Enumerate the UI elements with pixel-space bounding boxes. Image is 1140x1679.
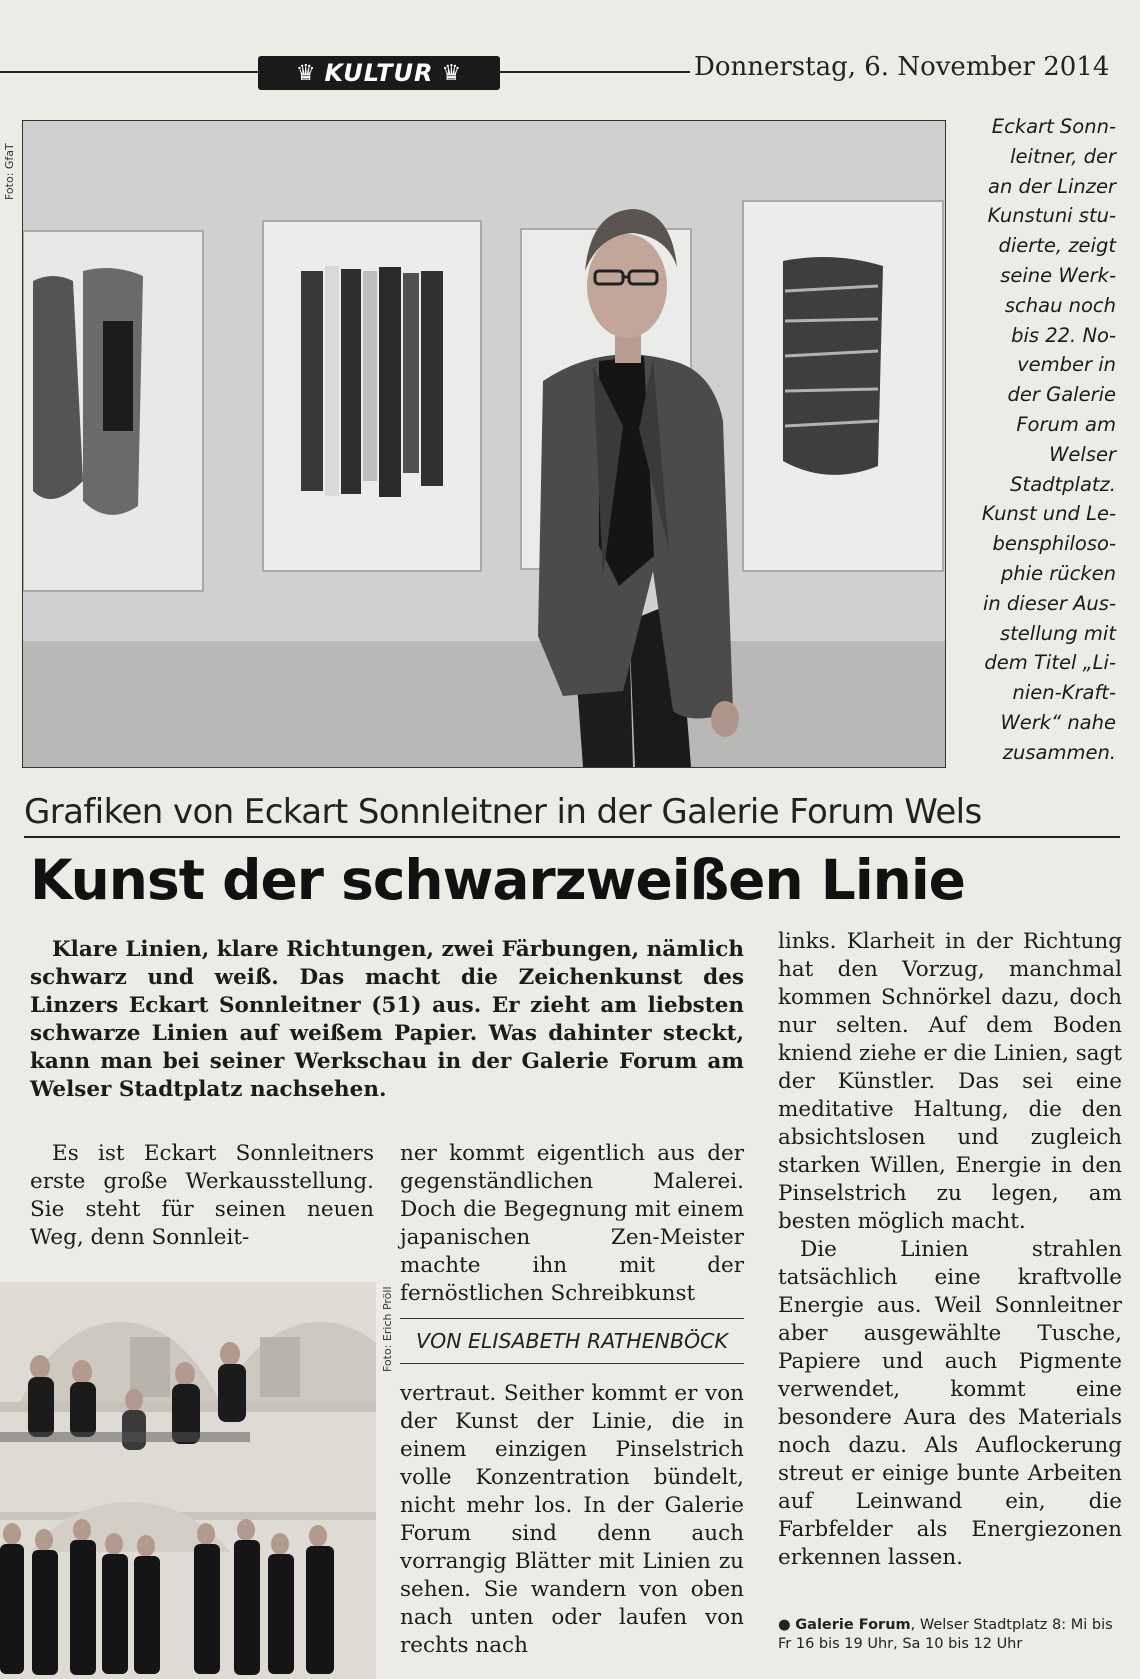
crown-icon-right: ♛: [441, 60, 463, 86]
headline: Kunst der schwarzweißen Linie: [30, 848, 965, 912]
bullet-icon: ●: [778, 1617, 791, 1633]
column-3-paragraph-2: Die Linien strahlen tatsächlich eine kraftvolle Energie aus. Weil Sonnleitner aber ausgewählte Tusche, Papiere und auch Pigmente verwendet, kommt eine besondere Aura des Materials noch dazu. Als Auflockerung streut er einige bunte Arbeiten auf Leinwand ein, die Farbfelder als Energiezonen erkennen lassen.: [778, 1237, 1122, 1570]
column-2-top-text: [400, 1140, 744, 1308]
byline: VON ELISABETH RATHENBÖCK: [400, 1318, 744, 1364]
group-photo-credit: Foto: Erich Pröll: [381, 1286, 394, 1372]
section-badge: [258, 56, 500, 90]
column-3-text: [778, 928, 1122, 1572]
crown-icon-left: ♛: [295, 60, 317, 86]
subheadline: Grafiken von Eckart Sonnleitner in der Galerie Forum Wels: [24, 792, 982, 832]
column-2-bottom-paragraph: vertraut. Seither kommt er von der Kunst der Linie, die in einem einzigen Pinselstrich volle Konzentration bündelt, nicht mehr los. In der Galerie Forum sind denn auch vorrangig Blätter mit Linien zu sehen. Sie wandern von oben nach unten oder laufen von rechts nach: [400, 1381, 744, 1658]
column-3-paragraph-1: links. Klarheit in der Richtung hat den Vorzug, manchmal kommen Schnörkel dazu, doch nur selten. Auf dem Boden kniend ziehe er die Linien, sagt der Künstler. Das sei eine meditative Haltung, die den absichtslosen und zugleich starken Willen, Energie in den Pinselstrich zu legen, am besten möglich macht.: [778, 929, 1122, 1234]
lead-paragraph: [30, 936, 744, 1104]
group-photo: [0, 1282, 376, 1679]
issue-date: Donnerstag, 6. November 2014: [694, 52, 1110, 82]
subheadline-rule: [24, 836, 1120, 838]
lead-text: Klare Linien, klare Richtungen, zwei Färbungen, nämlich schwarz und weiß. Das macht die Zeichenkunst des Linzers Eckart Sonnleitner (51) aus. Er zieht am liebsten schwarze Linien auf weißem Papier. Was dahinter steckt, kann man bei seiner Werkschau in der Galerie Forum am Welser Stadtplatz nachsehen.: [30, 937, 744, 1102]
column-2-top-paragraph: ner kommt eigentlich aus der gegenständlichen Malerei. Doch die Begegnung mit einem japanischen Zen-Meister machte ihn mit der fernöstlichen Schreibkunst: [400, 1141, 744, 1306]
main-photo: [22, 120, 946, 768]
gallery-scene-illustration: [23, 121, 945, 767]
header-rule-left: [0, 71, 258, 73]
header-rule-right: [500, 71, 690, 73]
column-1-paragraph: Es ist Eckart Sonnleitners erste große Werkausstellung. Sie steht für seinen neuen Weg, denn Sonnleit-: [30, 1141, 374, 1250]
event-venue: Galerie Forum: [795, 1617, 911, 1633]
event-details: , Welser Stadtplatz 8: Mi bis Fr 16 bis 19 Uhr, Sa 10 bis 12 Uhr: [778, 1617, 1113, 1652]
photo-caption: Eckart Sonn- leitner, der an der Linzer Kunstuni stu- dierte, zeigt seine Werk- schau noch bis 22. No- vember in der Galerie Forum am Welser Stadtplatz. Kunst und Le- bensphiloso- phie rücken in dieser Aus- stellung mit dem Titel „Li- nien-Kraft- Werk“ nahe zusammen.: [981, 115, 1116, 764]
main-photo-credit: Foto: GfaT: [3, 143, 16, 200]
column-1-text: [30, 1140, 374, 1252]
event-info: [778, 1616, 1122, 1654]
column-2-bottom-text: [400, 1380, 744, 1660]
group-scene-illustration: [0, 1282, 376, 1679]
section-label: KULTUR: [324, 59, 434, 87]
